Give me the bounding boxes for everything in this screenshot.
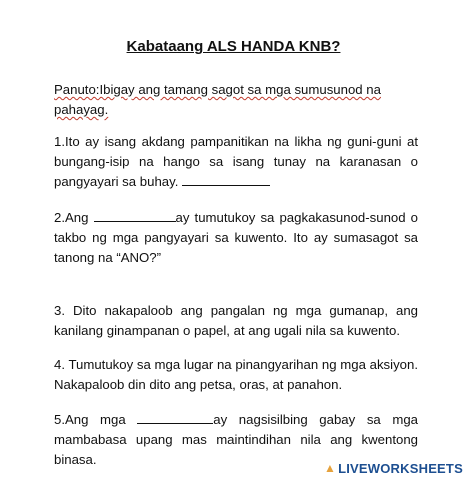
question-4: 4. Tumutukoy sa mga lugar na pinangyarihan ng mga aksiyon. Nakapaloob din dito ang petsa, oras, at panahon.: [54, 357, 418, 392]
instruction-text: Panuto:Ibigay ang tamang sagot sa mga sumusunod na pahayag.: [54, 82, 381, 117]
answer-blank-1[interactable]: [182, 173, 270, 186]
liveworksheets-logo: ▲ LIVEWORKSHEETS: [324, 460, 463, 476]
question-1: 1.Ito ay isang akdang pampanitikan na likha ng guni-guni at bungang-isip na hango sa isang tunay na karanasan o pangyayari sa buhay.: [54, 134, 418, 189]
question-2: 2.Ang ay tumutukoy sa pagkakasunod-sunod o takbo ng mga pangyayari sa kuwento. Ito ay sumasagot sa tanong na “ANO?”: [54, 210, 418, 265]
liveworksheets-mark-icon: ▲: [324, 461, 337, 475]
question-3: 3. Dito nakapaloob ang pangalan ng mga gumanap, ang kanilang ginampanan o papel, at ang ugali nila sa kuwento.: [54, 303, 418, 338]
worksheet-title: Kabataang ALS HANDA KNB?: [126, 38, 341, 55]
question-5: 5.Ang mga ay nagsisilbing gabay sa mga mambabasa upang mas maintindihan nila ang kwentong binasa.: [54, 412, 418, 467]
answer-blank-5[interactable]: [137, 411, 213, 424]
answer-blank-2[interactable]: [94, 209, 176, 222]
